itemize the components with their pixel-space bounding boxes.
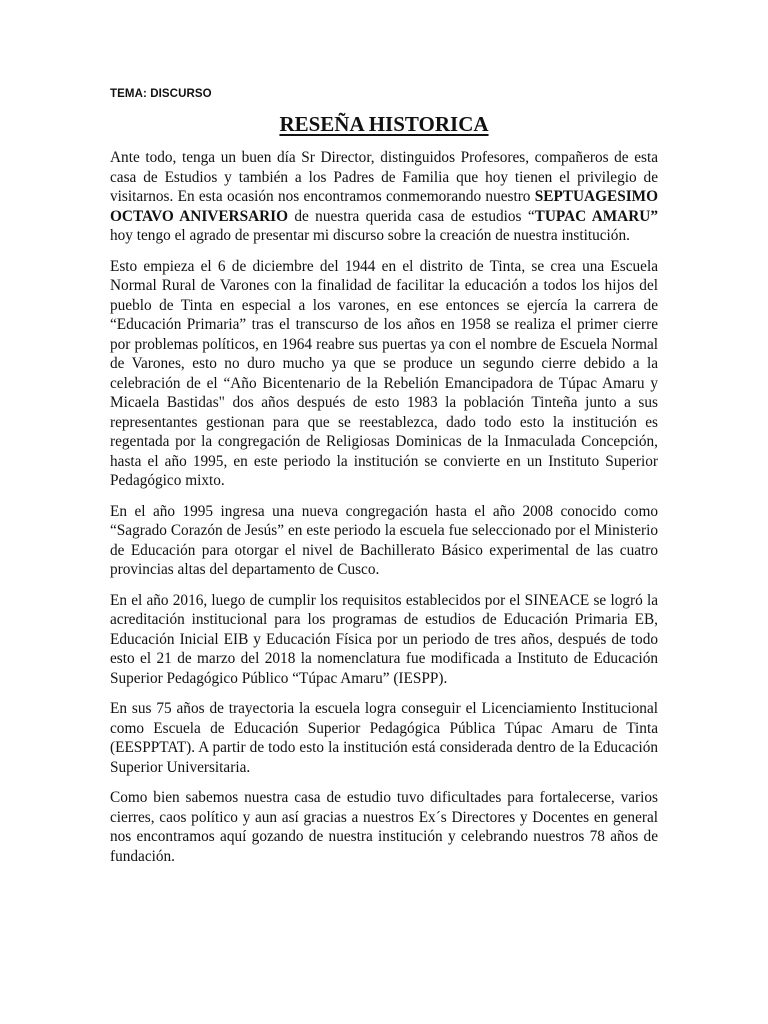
anniversary-emphasis: SEPTUAGESIMO OCTAVO ANIVERSARIO (110, 188, 658, 225)
school-name-emphasis: TUPAC AMARU” (534, 207, 658, 225)
intro-text-1: Ante todo, tenga un buen día Sr Director, distinguidos Profesores, compañeros de esta casa de Estudios y también a los Padres de Familia que hoy tienen el privilegio de visitarnos. En esta ocasión nos encontramos conmemorando nuestro (110, 149, 658, 205)
document-body (110, 148, 658, 866)
page-title: RESEÑA HISTORICA (279, 112, 489, 136)
intro-text-2: de nuestra querida casa de estudios “ (288, 207, 535, 225)
paragraph-intro (110, 148, 658, 246)
paragraph-licensing: En sus 75 años de trayectoria la escuela logra conseguir el Licenciamiento Institucional como Escuela de Educación Superior Pedagógica Pública Túpac Amaru de Tinta (EESPPTAT). A partir de todo esto la institución está considerada dentro de la Educación Superior Universitaria. (110, 700, 658, 776)
paragraph-history-2016: En el año 2016, luego de cumplir los requisitos establecidos por el SINEACE se logró la acreditación institucional para los programas de estudios de Educación Primaria EB, Educación Inicial EIB y Educación Física por un periodo de tres años, después de todo esto el 21 de marzo del 2018 la nomenclatura fue modificada a Instituto de Educación Superior Pedagógico Público “Túpac Amaru” (IESPP). (110, 591, 658, 687)
intro-text-3: hoy tengo el agrado de presentar mi discurso sobre la creación de nuestra institución. (110, 227, 630, 244)
paragraph-closing: Como bien sabemos nuestra casa de estudio tuvo dificultades para fortalecerse, varios cierres, caos político y aun así gracias a nuestros Ex´s Directores y Docentes en general nos encontramos aquí gozando de nuestra institución y celebrando nuestros 78 años de fundación. (110, 789, 658, 865)
topic-label: TEMA: DISCURSO (110, 88, 212, 100)
paragraph-history-1995: En el año 1995 ingresa una nueva congregación hasta el año 2008 conocido como “Sagrado Corazón de Jesús” en este periodo la escuela fue seleccionado por el Ministerio de Educación para otorgar el nivel de Bachillerato Básico experimental de las cuatro provincias altas del departamento de Cusco. (110, 502, 658, 578)
paragraph-history-1944: Esto empieza el 6 de diciembre del 1944 en el distrito de Tinta, se crea una Escuela Normal Rural de Varones con la finalidad de facilitar la educación a todos los hijos del pueblo de Tinta en especial a los varones, en ese entonces se ejercía la carrera de “Educación Primaria” tras el transcurso de los años en 1958 se realiza el primer cierre por problemas políticos, en 1964 reabre sus puertas ya con el nombre de Escuela Normal de Varones, esto no duro mucho ya que se produce un segundo cierre debido a la celebración de el “Año Bicentenario de la Rebelión Emancipadora de Túpac Amaru y Micaela Bastidas" dos años después de esto 1983 la población Tinteña junto a sus representantes gestionan para que se reestablezca, dado todo esto la institución es regentada por la congregación de Religiosas Dominicas de la Inmaculada Concepción, hasta el año 1995, en este periodo la institución se convierte en un Instituto Superior Pedagógico mixto. (110, 257, 658, 489)
